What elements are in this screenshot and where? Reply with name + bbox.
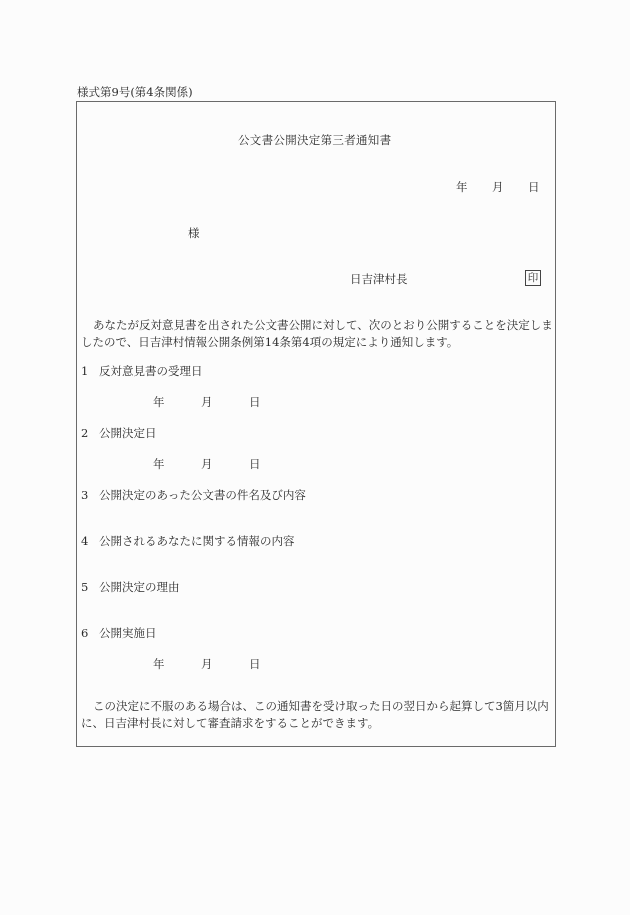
item-6-month: 月 <box>201 657 213 671</box>
item-6-year: 年 <box>153 657 165 671</box>
form-number-label: 様式第9号(第4条関係) <box>77 85 193 99</box>
notice-form-frame <box>76 101 556 747</box>
item-5 <box>81 579 180 595</box>
item-number: 6 <box>81 626 89 640</box>
item-1-year: 年 <box>153 395 165 409</box>
item-label: 公開実施日 <box>99 626 157 640</box>
issuer-name: 日吉津村長 <box>350 272 408 286</box>
item-label: 公開決定のあった公文書の件名及び内容 <box>99 488 306 502</box>
header-date-year: 年 <box>456 180 468 194</box>
item-1 <box>81 363 203 379</box>
item-6-day: 日 <box>249 657 261 671</box>
item-4 <box>81 533 295 549</box>
intro-paragraph <box>81 317 553 351</box>
item-label: 公開されるあなたに関する情報の内容 <box>99 534 295 548</box>
item-label: 公開決定日 <box>99 426 157 440</box>
item-2-year: 年 <box>153 457 165 471</box>
appeal-paragraph-text: この決定に不服のある場合は、この通知書を受け取った日の翌日から起算して3箇月以内に、日吉津村長に対して審査請求をすることができます。 <box>81 699 549 730</box>
item-number: 4 <box>81 534 89 548</box>
item-number: 3 <box>81 488 89 502</box>
item-2-month: 月 <box>201 457 213 471</box>
appeal-paragraph <box>81 698 553 732</box>
item-number: 5 <box>81 580 89 594</box>
item-6 <box>81 625 157 641</box>
document-title: 公文書公開決定第三者通知書 <box>238 133 392 147</box>
item-1-day: 日 <box>249 395 261 409</box>
item-number: 2 <box>81 426 89 440</box>
item-label: 公開決定の理由 <box>99 580 180 594</box>
seal-mark: 印 <box>525 270 541 286</box>
header-date-month: 月 <box>492 180 504 194</box>
header-date-day: 日 <box>528 180 540 194</box>
item-2-day: 日 <box>249 457 261 471</box>
addressee-suffix: 様 <box>188 226 200 240</box>
item-label: 反対意見書の受理日 <box>99 364 203 378</box>
intro-paragraph-text: あなたが反対意見書を出された公文書公開に対して、次のとおり公開することを決定しましたので、日吉津村情報公開条例第14条第4項の規定により通知します。 <box>81 318 553 349</box>
item-2 <box>81 425 157 441</box>
item-number: 1 <box>81 364 89 378</box>
item-1-month: 月 <box>201 395 213 409</box>
item-3 <box>81 487 306 503</box>
